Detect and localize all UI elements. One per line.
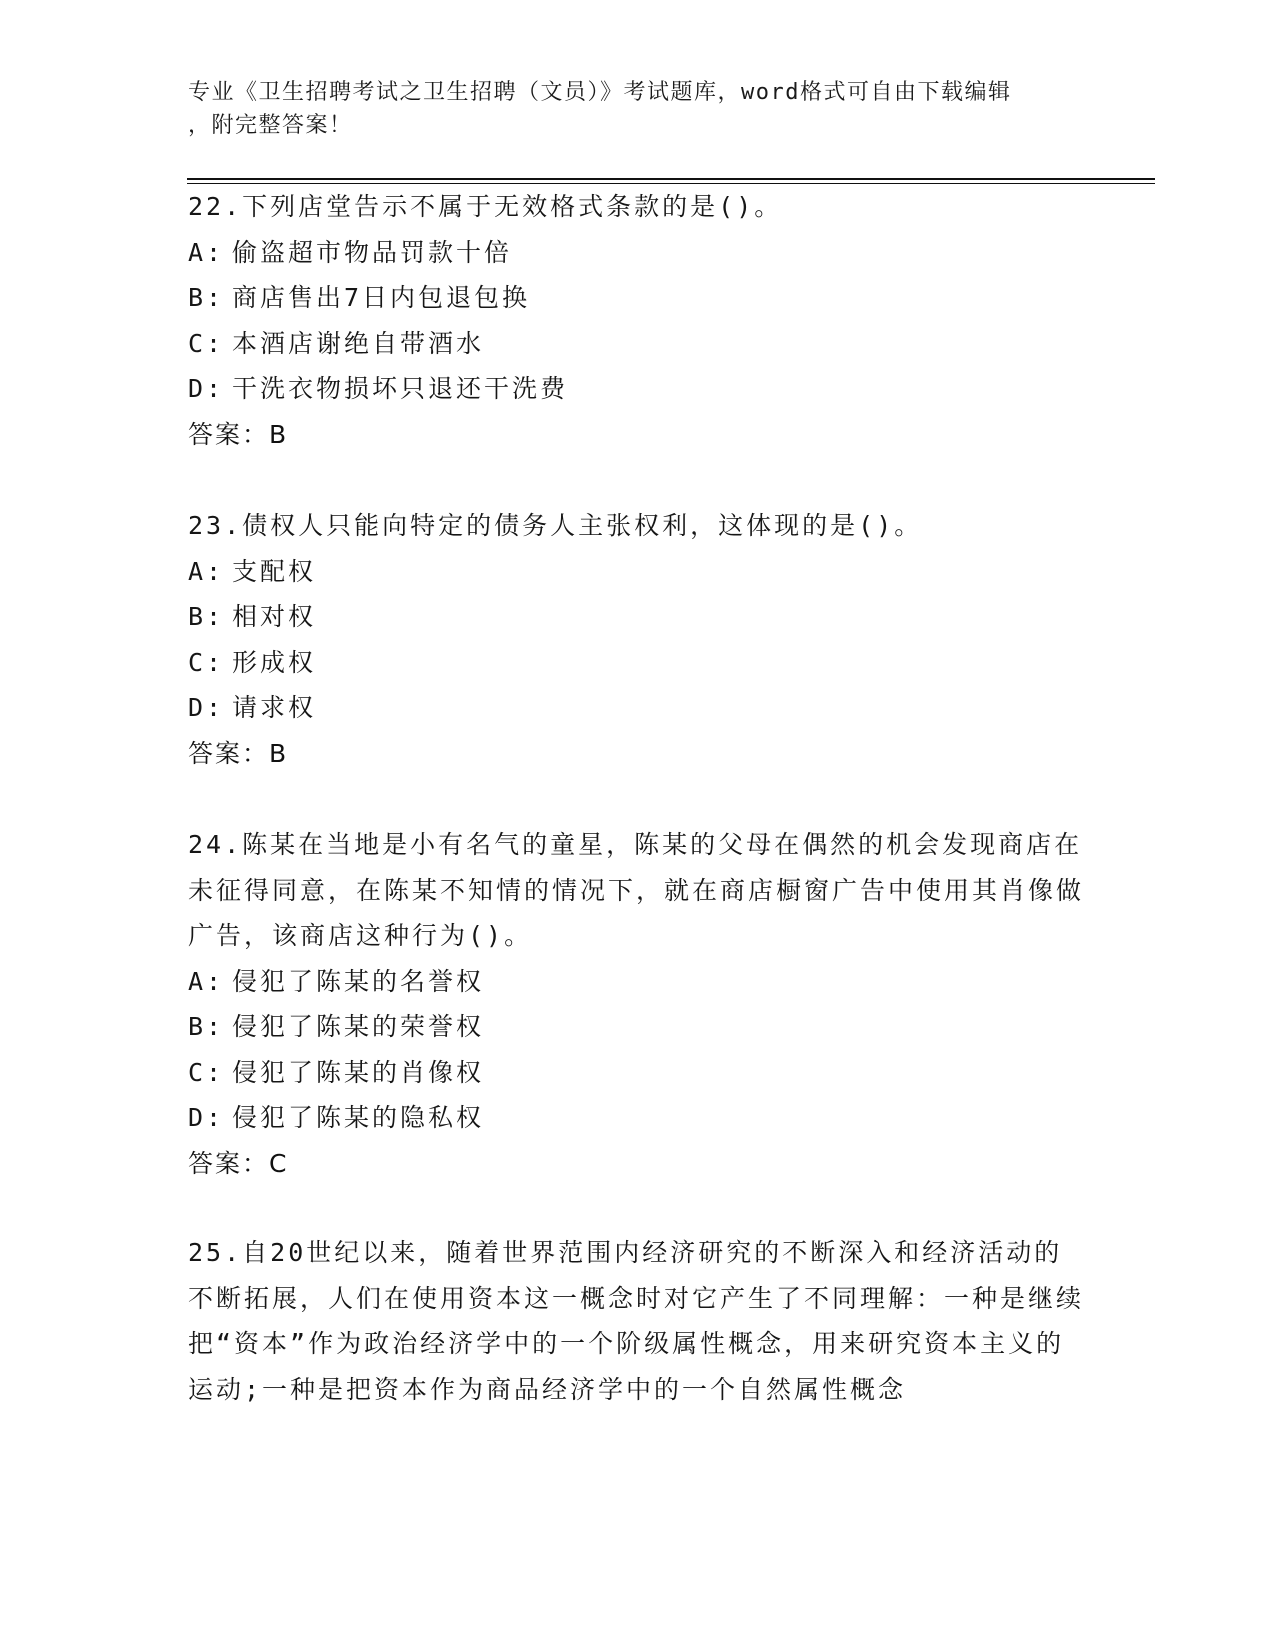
question-stem: 25.自20世纪以来，随着世界范围内经济研究的不断深入和经济活动的不断拓展，人们在使用资本这一概念时对它产生了不同理解：一种是继续把“资本”作为政治经济学中的一个阶级属性概念，用来研究资本主义的运动;一种是把资本作为商品经济学中的一个自然属性概念 [188, 1238, 1085, 1404]
header-divider-thick [187, 178, 1155, 180]
question-stem: 22.下列店堂告示不属于无效格式条款的是()。 [188, 192, 783, 221]
option-b [188, 275, 1088, 321]
option-d [188, 366, 1088, 412]
header-line-1: 专业《卫生招聘考试之卫生招聘（文员）》考试题库，word格式可自由下载编辑 [188, 80, 1012, 105]
option-text: 侵犯了陈某的隐私权 [232, 1103, 485, 1132]
option-c [188, 640, 1088, 686]
option-text: 相对权 [232, 602, 317, 631]
question-stem: 23.债权人只能向特定的债务人主张权利，这体现的是()。 [188, 511, 923, 540]
option-text: 干洗衣物损坏只退还干洗费 [232, 374, 569, 403]
question-24 [188, 822, 1088, 1186]
option-key: D: [188, 693, 225, 722]
option-text: 本酒店谢绝自带酒水 [232, 328, 485, 358]
option-c [188, 1050, 1088, 1096]
option-key: C: [188, 328, 225, 358]
option-key: D: [188, 374, 225, 403]
option-key: B: [188, 283, 225, 312]
document-header [188, 76, 1068, 142]
option-text: 请求权 [232, 693, 317, 722]
option-text: 商店售出7日内包退包换 [232, 283, 531, 312]
option-key: C: [188, 1057, 225, 1087]
option-key: D: [188, 1103, 225, 1132]
question-stem: 24.陈某在当地是小有名气的童星，陈某的父母在偶然的机会发现商店在未征得同意，在陈某不知情的情况下，就在商店橱窗广告中使用其肖像做广告，该商店这种行为()。 [188, 830, 1085, 950]
option-key: B: [188, 1012, 225, 1041]
option-c [188, 321, 1088, 367]
option-text: 侵犯了陈某的名誉权 [232, 966, 485, 996]
option-key: C: [188, 647, 225, 677]
option-text: 侵犯了陈某的肖像权 [232, 1057, 485, 1087]
option-text: 侵犯了陈某的荣誉权 [232, 1012, 485, 1041]
question-23 [188, 503, 1088, 776]
question-22 [188, 184, 1088, 457]
option-key: B: [188, 602, 225, 631]
option-key: A: [188, 966, 225, 996]
option-b [188, 1004, 1088, 1050]
option-text: 形成权 [232, 647, 317, 677]
question-25 [188, 1230, 1088, 1412]
option-a [188, 230, 1088, 276]
option-a [188, 959, 1088, 1005]
option-key: A: [188, 237, 225, 267]
answer-line: 答案：B [188, 738, 289, 768]
option-a [188, 549, 1088, 595]
answer-line: 答案：C [188, 1148, 289, 1178]
option-b [188, 594, 1088, 640]
option-key: A: [188, 556, 225, 586]
header-line-2: ，附完整答案！ [188, 113, 353, 138]
option-d [188, 1095, 1088, 1141]
answer-line: 答案：B [188, 419, 289, 449]
option-text: 支配权 [232, 556, 317, 586]
option-d [188, 685, 1088, 731]
option-text: 偷盗超市物品罚款十倍 [232, 237, 513, 267]
